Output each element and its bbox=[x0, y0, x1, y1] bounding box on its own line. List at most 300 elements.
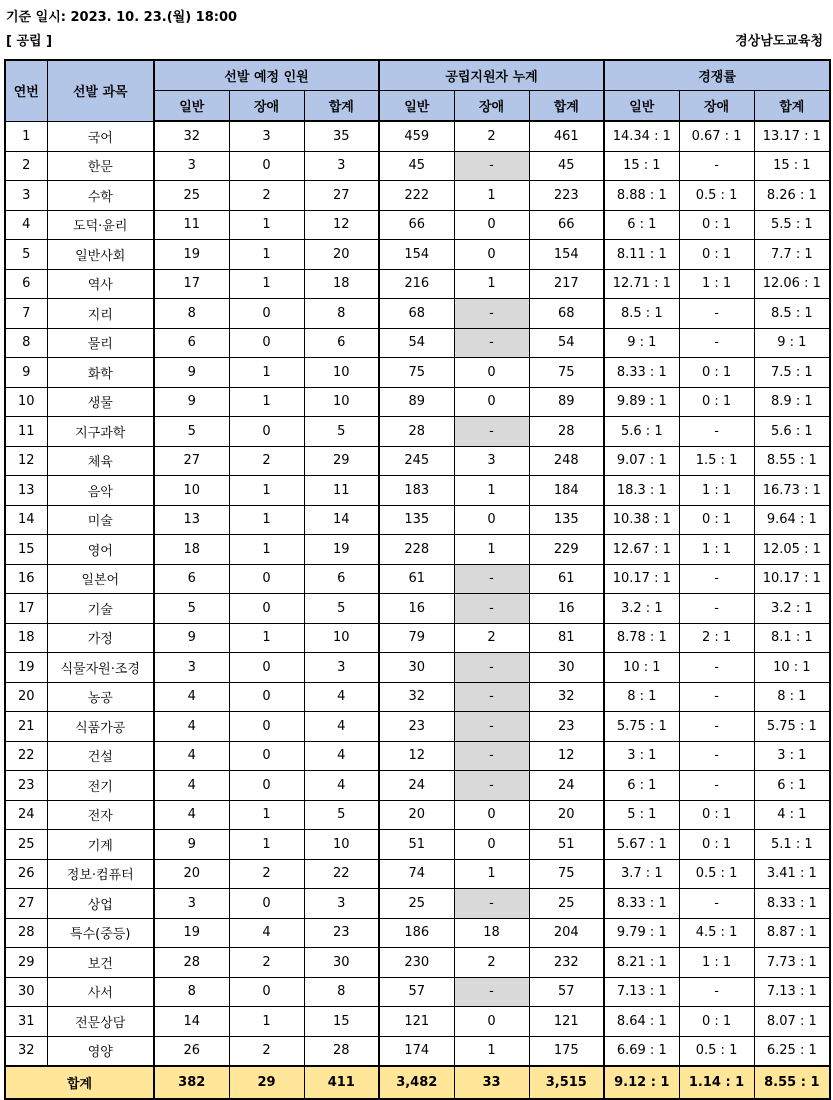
row-subject: 전문상담 bbox=[47, 1007, 154, 1037]
row-ratio-total: 8.55 : 1 bbox=[754, 446, 830, 476]
table-row bbox=[5, 151, 830, 181]
table-row bbox=[5, 830, 830, 860]
row-planned-total: 27 bbox=[304, 181, 379, 211]
row-ratio-disabled: 0.67 : 1 bbox=[679, 121, 754, 151]
row-applicants-general: 121 bbox=[379, 1007, 454, 1037]
row-planned-general: 28 bbox=[154, 948, 229, 978]
table-row bbox=[5, 623, 830, 653]
row-applicants-total: 89 bbox=[529, 387, 604, 417]
row-ratio-total: 15 : 1 bbox=[754, 151, 830, 181]
row-subject: 화학 bbox=[47, 358, 154, 388]
row-applicants-total: 61 bbox=[529, 564, 604, 594]
row-applicants-total: 81 bbox=[529, 623, 604, 653]
total-planned-total: 411 bbox=[304, 1066, 379, 1099]
row-applicants-disabled: - bbox=[454, 417, 529, 447]
row-subject: 상업 bbox=[47, 889, 154, 919]
reference-datetime: 기준 일시: 2023. 10. 23.(월) 18:00 bbox=[6, 10, 238, 25]
table-row bbox=[5, 358, 830, 388]
row-no: 23 bbox=[5, 771, 47, 801]
total-ratio-total: 8.55 : 1 bbox=[754, 1066, 830, 1099]
row-ratio-disabled: - bbox=[679, 594, 754, 624]
row-ratio-total: 13.17 : 1 bbox=[754, 121, 830, 151]
row-planned-total: 11 bbox=[304, 476, 379, 506]
row-ratio-total: 8.33 : 1 bbox=[754, 889, 830, 919]
row-planned-general: 9 bbox=[154, 358, 229, 388]
table-row bbox=[5, 977, 830, 1007]
row-ratio-total: 9 : 1 bbox=[754, 328, 830, 358]
row-applicants-general: 24 bbox=[379, 771, 454, 801]
row-applicants-total: 217 bbox=[529, 269, 604, 299]
row-ratio-disabled: - bbox=[679, 151, 754, 181]
row-applicants-disabled: - bbox=[454, 977, 529, 1007]
row-planned-disabled: 2 bbox=[229, 948, 304, 978]
row-applicants-disabled: 2 bbox=[454, 623, 529, 653]
row-subject: 국어 bbox=[47, 121, 154, 151]
row-ratio-general: 5.75 : 1 bbox=[604, 712, 679, 742]
row-planned-disabled: 1 bbox=[229, 830, 304, 860]
row-ratio-general: 9.07 : 1 bbox=[604, 446, 679, 476]
row-ratio-total: 8 : 1 bbox=[754, 682, 830, 712]
row-no: 29 bbox=[5, 948, 47, 978]
row-applicants-disabled: - bbox=[454, 594, 529, 624]
table-row bbox=[5, 918, 830, 948]
row-planned-total: 3 bbox=[304, 889, 379, 919]
table-row bbox=[5, 741, 830, 771]
row-ratio-disabled: - bbox=[679, 712, 754, 742]
row-applicants-total: 248 bbox=[529, 446, 604, 476]
row-applicants-disabled: 0 bbox=[454, 210, 529, 240]
table-row bbox=[5, 417, 830, 447]
row-ratio-total: 10 : 1 bbox=[754, 653, 830, 683]
row-applicants-general: 89 bbox=[379, 387, 454, 417]
row-subject: 미술 bbox=[47, 505, 154, 535]
row-ratio-total: 3.2 : 1 bbox=[754, 594, 830, 624]
row-planned-total: 5 bbox=[304, 417, 379, 447]
row-applicants-disabled: 0 bbox=[454, 505, 529, 535]
header-applicants-group: 공립지원자 누계 bbox=[379, 60, 604, 91]
row-applicants-total: 175 bbox=[529, 1036, 604, 1066]
row-applicants-total: 204 bbox=[529, 918, 604, 948]
row-ratio-total: 8.5 : 1 bbox=[754, 299, 830, 329]
school-type-label: [ 공립 ] bbox=[6, 34, 53, 49]
row-planned-general: 19 bbox=[154, 918, 229, 948]
row-applicants-total: 66 bbox=[529, 210, 604, 240]
row-planned-general: 17 bbox=[154, 269, 229, 299]
row-no: 32 bbox=[5, 1036, 47, 1066]
row-applicants-disabled: 0 bbox=[454, 387, 529, 417]
row-subject: 영양 bbox=[47, 1036, 154, 1066]
total-ratio-general: 9.12 : 1 bbox=[604, 1066, 679, 1099]
row-subject: 영어 bbox=[47, 535, 154, 565]
row-subject: 도덕·윤리 bbox=[47, 210, 154, 240]
row-planned-disabled: 1 bbox=[229, 269, 304, 299]
row-applicants-general: 79 bbox=[379, 623, 454, 653]
row-subject: 특수(중등) bbox=[47, 918, 154, 948]
row-planned-general: 25 bbox=[154, 181, 229, 211]
competition-rate-table bbox=[4, 59, 831, 1100]
row-no: 13 bbox=[5, 476, 47, 506]
row-subject: 수학 bbox=[47, 181, 154, 211]
row-planned-general: 5 bbox=[154, 417, 229, 447]
row-ratio-general: 6 : 1 bbox=[604, 210, 679, 240]
row-ratio-disabled: - bbox=[679, 653, 754, 683]
row-applicants-disabled: 3 bbox=[454, 446, 529, 476]
row-applicants-total: 75 bbox=[529, 859, 604, 889]
table-row bbox=[5, 653, 830, 683]
row-planned-general: 26 bbox=[154, 1036, 229, 1066]
row-ratio-total: 3.41 : 1 bbox=[754, 859, 830, 889]
row-ratio-total: 5.75 : 1 bbox=[754, 712, 830, 742]
row-ratio-general: 8.33 : 1 bbox=[604, 358, 679, 388]
row-planned-total: 15 bbox=[304, 1007, 379, 1037]
row-ratio-total: 7.5 : 1 bbox=[754, 358, 830, 388]
row-applicants-general: 228 bbox=[379, 535, 454, 565]
row-ratio-general: 8.88 : 1 bbox=[604, 181, 679, 211]
row-ratio-total: 7.7 : 1 bbox=[754, 240, 830, 270]
row-ratio-disabled: - bbox=[679, 977, 754, 1007]
row-applicants-disabled: 2 bbox=[454, 121, 529, 151]
row-ratio-general: 7.13 : 1 bbox=[604, 977, 679, 1007]
row-subject: 역사 bbox=[47, 269, 154, 299]
row-planned-general: 4 bbox=[154, 741, 229, 771]
row-no: 31 bbox=[5, 1007, 47, 1037]
row-applicants-total: 68 bbox=[529, 299, 604, 329]
table-row bbox=[5, 446, 830, 476]
row-ratio-disabled: 0 : 1 bbox=[679, 505, 754, 535]
row-subject: 생물 bbox=[47, 387, 154, 417]
row-ratio-general: 12.71 : 1 bbox=[604, 269, 679, 299]
header-ratio-total: 합계 bbox=[754, 91, 830, 122]
table-row bbox=[5, 299, 830, 329]
row-no: 19 bbox=[5, 653, 47, 683]
row-ratio-total: 8.9 : 1 bbox=[754, 387, 830, 417]
row-planned-general: 5 bbox=[154, 594, 229, 624]
row-applicants-disabled: - bbox=[454, 712, 529, 742]
row-applicants-general: 174 bbox=[379, 1036, 454, 1066]
row-applicants-disabled: - bbox=[454, 741, 529, 771]
row-ratio-disabled: 1 : 1 bbox=[679, 535, 754, 565]
row-applicants-total: 51 bbox=[529, 830, 604, 860]
row-applicants-disabled: 0 bbox=[454, 800, 529, 830]
table-row bbox=[5, 387, 830, 417]
row-subject: 전기 bbox=[47, 771, 154, 801]
row-planned-total: 18 bbox=[304, 269, 379, 299]
row-no: 10 bbox=[5, 387, 47, 417]
row-applicants-disabled: 1 bbox=[454, 535, 529, 565]
row-applicants-total: 45 bbox=[529, 151, 604, 181]
row-planned-disabled: 0 bbox=[229, 653, 304, 683]
row-no: 30 bbox=[5, 977, 47, 1007]
row-applicants-disabled: 18 bbox=[454, 918, 529, 948]
row-ratio-disabled: - bbox=[679, 564, 754, 594]
row-ratio-general: 8.33 : 1 bbox=[604, 889, 679, 919]
row-applicants-general: 216 bbox=[379, 269, 454, 299]
row-ratio-total: 10.17 : 1 bbox=[754, 564, 830, 594]
header-planned-total: 합계 bbox=[304, 91, 379, 122]
row-subject: 지리 bbox=[47, 299, 154, 329]
row-ratio-general: 3.2 : 1 bbox=[604, 594, 679, 624]
row-planned-disabled: 3 bbox=[229, 121, 304, 151]
row-planned-total: 20 bbox=[304, 240, 379, 270]
row-applicants-general: 20 bbox=[379, 800, 454, 830]
row-applicants-general: 75 bbox=[379, 358, 454, 388]
row-ratio-general: 5.6 : 1 bbox=[604, 417, 679, 447]
row-ratio-total: 8.87 : 1 bbox=[754, 918, 830, 948]
row-planned-general: 11 bbox=[154, 210, 229, 240]
row-ratio-general: 6.69 : 1 bbox=[604, 1036, 679, 1066]
row-planned-disabled: 1 bbox=[229, 623, 304, 653]
row-applicants-general: 61 bbox=[379, 564, 454, 594]
row-no: 21 bbox=[5, 712, 47, 742]
row-planned-total: 6 bbox=[304, 328, 379, 358]
row-planned-total: 5 bbox=[304, 800, 379, 830]
row-applicants-disabled: - bbox=[454, 151, 529, 181]
row-subject: 체육 bbox=[47, 446, 154, 476]
row-planned-general: 4 bbox=[154, 712, 229, 742]
row-ratio-general: 9 : 1 bbox=[604, 328, 679, 358]
row-ratio-disabled: 0 : 1 bbox=[679, 358, 754, 388]
row-ratio-disabled: - bbox=[679, 328, 754, 358]
row-planned-disabled: 1 bbox=[229, 535, 304, 565]
row-ratio-total: 6.25 : 1 bbox=[754, 1036, 830, 1066]
row-ratio-general: 10 : 1 bbox=[604, 653, 679, 683]
row-subject: 전자 bbox=[47, 800, 154, 830]
row-applicants-disabled: 1 bbox=[454, 181, 529, 211]
total-applicants-total: 3,515 bbox=[529, 1066, 604, 1099]
row-ratio-disabled: 0 : 1 bbox=[679, 800, 754, 830]
table-row bbox=[5, 682, 830, 712]
row-applicants-disabled: 0 bbox=[454, 1007, 529, 1037]
row-ratio-total: 7.13 : 1 bbox=[754, 977, 830, 1007]
row-no: 7 bbox=[5, 299, 47, 329]
organization-name: 경상남도교육청 bbox=[735, 34, 823, 49]
row-applicants-general: 68 bbox=[379, 299, 454, 329]
row-planned-total: 3 bbox=[304, 151, 379, 181]
row-planned-total: 14 bbox=[304, 505, 379, 535]
row-planned-general: 3 bbox=[154, 151, 229, 181]
row-ratio-disabled: 0.5 : 1 bbox=[679, 859, 754, 889]
row-planned-total: 6 bbox=[304, 564, 379, 594]
row-ratio-disabled: 1 : 1 bbox=[679, 269, 754, 299]
row-ratio-disabled: 0 : 1 bbox=[679, 240, 754, 270]
header-subject: 선발 과목 bbox=[47, 60, 154, 121]
row-ratio-total: 3 : 1 bbox=[754, 741, 830, 771]
row-applicants-disabled: - bbox=[454, 771, 529, 801]
row-applicants-general: 30 bbox=[379, 653, 454, 683]
row-applicants-disabled: - bbox=[454, 564, 529, 594]
row-applicants-general: 459 bbox=[379, 121, 454, 151]
row-no: 25 bbox=[5, 830, 47, 860]
header-applicants-general: 일반 bbox=[379, 91, 454, 122]
row-applicants-total: 28 bbox=[529, 417, 604, 447]
row-planned-total: 23 bbox=[304, 918, 379, 948]
row-ratio-disabled: 0 : 1 bbox=[679, 830, 754, 860]
row-planned-disabled: 2 bbox=[229, 181, 304, 211]
table-row bbox=[5, 505, 830, 535]
row-planned-disabled: 0 bbox=[229, 712, 304, 742]
row-planned-total: 4 bbox=[304, 682, 379, 712]
row-planned-total: 19 bbox=[304, 535, 379, 565]
row-planned-total: 30 bbox=[304, 948, 379, 978]
row-ratio-general: 8 : 1 bbox=[604, 682, 679, 712]
row-planned-general: 3 bbox=[154, 889, 229, 919]
row-ratio-general: 8.78 : 1 bbox=[604, 623, 679, 653]
row-applicants-total: 54 bbox=[529, 328, 604, 358]
row-planned-disabled: 1 bbox=[229, 476, 304, 506]
row-planned-disabled: 1 bbox=[229, 358, 304, 388]
row-planned-disabled: 0 bbox=[229, 771, 304, 801]
row-subject: 지구과학 bbox=[47, 417, 154, 447]
table-row bbox=[5, 889, 830, 919]
row-no: 6 bbox=[5, 269, 47, 299]
row-no: 18 bbox=[5, 623, 47, 653]
row-planned-disabled: 0 bbox=[229, 151, 304, 181]
row-ratio-total: 12.05 : 1 bbox=[754, 535, 830, 565]
row-no: 14 bbox=[5, 505, 47, 535]
header-ratio-group: 경쟁률 bbox=[604, 60, 830, 91]
row-applicants-general: 183 bbox=[379, 476, 454, 506]
row-planned-disabled: 1 bbox=[229, 210, 304, 240]
row-subject: 일반사회 bbox=[47, 240, 154, 270]
row-applicants-general: 16 bbox=[379, 594, 454, 624]
row-applicants-disabled: 0 bbox=[454, 358, 529, 388]
row-applicants-total: 23 bbox=[529, 712, 604, 742]
row-ratio-disabled: 0 : 1 bbox=[679, 1007, 754, 1037]
table-row bbox=[5, 240, 830, 270]
row-applicants-total: 32 bbox=[529, 682, 604, 712]
row-planned-disabled: 0 bbox=[229, 328, 304, 358]
row-planned-general: 4 bbox=[154, 771, 229, 801]
row-planned-general: 3 bbox=[154, 653, 229, 683]
row-applicants-total: 184 bbox=[529, 476, 604, 506]
row-no: 1 bbox=[5, 121, 47, 151]
row-subject: 정보·컴퓨터 bbox=[47, 859, 154, 889]
row-subject: 기계 bbox=[47, 830, 154, 860]
row-ratio-total: 8.1 : 1 bbox=[754, 623, 830, 653]
row-ratio-general: 18.3 : 1 bbox=[604, 476, 679, 506]
row-planned-total: 4 bbox=[304, 771, 379, 801]
row-planned-general: 13 bbox=[154, 505, 229, 535]
row-applicants-disabled: - bbox=[454, 682, 529, 712]
row-subject: 보건 bbox=[47, 948, 154, 978]
header-planned-general: 일반 bbox=[154, 91, 229, 122]
table-row bbox=[5, 328, 830, 358]
row-no: 28 bbox=[5, 918, 47, 948]
row-planned-disabled: 1 bbox=[229, 800, 304, 830]
row-ratio-total: 7.73 : 1 bbox=[754, 948, 830, 978]
row-subject: 사서 bbox=[47, 977, 154, 1007]
row-applicants-general: 66 bbox=[379, 210, 454, 240]
row-planned-total: 10 bbox=[304, 387, 379, 417]
total-planned-general: 382 bbox=[154, 1066, 229, 1099]
row-ratio-disabled: - bbox=[679, 682, 754, 712]
row-ratio-general: 5 : 1 bbox=[604, 800, 679, 830]
row-applicants-disabled: 1 bbox=[454, 859, 529, 889]
row-subject: 일본어 bbox=[47, 564, 154, 594]
row-planned-disabled: 1 bbox=[229, 387, 304, 417]
row-ratio-general: 8.5 : 1 bbox=[604, 299, 679, 329]
row-applicants-total: 57 bbox=[529, 977, 604, 1007]
row-planned-general: 9 bbox=[154, 830, 229, 860]
row-planned-total: 8 bbox=[304, 977, 379, 1007]
row-ratio-general: 8.64 : 1 bbox=[604, 1007, 679, 1037]
row-applicants-disabled: 1 bbox=[454, 476, 529, 506]
row-planned-total: 12 bbox=[304, 210, 379, 240]
row-planned-total: 28 bbox=[304, 1036, 379, 1066]
row-ratio-general: 10.17 : 1 bbox=[604, 564, 679, 594]
row-planned-disabled: 0 bbox=[229, 417, 304, 447]
row-planned-disabled: 0 bbox=[229, 564, 304, 594]
row-applicants-general: 57 bbox=[379, 977, 454, 1007]
row-applicants-total: 461 bbox=[529, 121, 604, 151]
row-subject: 농공 bbox=[47, 682, 154, 712]
row-planned-disabled: 0 bbox=[229, 741, 304, 771]
table-row bbox=[5, 535, 830, 565]
row-no: 5 bbox=[5, 240, 47, 270]
header-planned-disabled: 장애 bbox=[229, 91, 304, 122]
table-row bbox=[5, 771, 830, 801]
row-no: 17 bbox=[5, 594, 47, 624]
row-applicants-total: 20 bbox=[529, 800, 604, 830]
row-planned-total: 10 bbox=[304, 623, 379, 653]
row-ratio-disabled: 0.5 : 1 bbox=[679, 1036, 754, 1066]
row-planned-total: 35 bbox=[304, 121, 379, 151]
table-row bbox=[5, 269, 830, 299]
row-planned-disabled: 4 bbox=[229, 918, 304, 948]
row-applicants-total: 232 bbox=[529, 948, 604, 978]
row-planned-general: 20 bbox=[154, 859, 229, 889]
header-applicants-disabled: 장애 bbox=[454, 91, 529, 122]
row-planned-disabled: 0 bbox=[229, 682, 304, 712]
row-applicants-general: 54 bbox=[379, 328, 454, 358]
table-row bbox=[5, 712, 830, 742]
row-planned-general: 4 bbox=[154, 682, 229, 712]
row-planned-total: 29 bbox=[304, 446, 379, 476]
row-applicants-disabled: - bbox=[454, 889, 529, 919]
row-applicants-disabled: 0 bbox=[454, 830, 529, 860]
row-applicants-total: 12 bbox=[529, 741, 604, 771]
total-applicants-general: 3,482 bbox=[379, 1066, 454, 1099]
row-planned-general: 8 bbox=[154, 977, 229, 1007]
row-planned-disabled: 1 bbox=[229, 1007, 304, 1037]
table-row bbox=[5, 210, 830, 240]
table-row bbox=[5, 564, 830, 594]
row-applicants-general: 12 bbox=[379, 741, 454, 771]
row-applicants-disabled: 2 bbox=[454, 948, 529, 978]
row-applicants-total: 223 bbox=[529, 181, 604, 211]
row-ratio-general: 10.38 : 1 bbox=[604, 505, 679, 535]
row-no: 15 bbox=[5, 535, 47, 565]
row-ratio-general: 12.67 : 1 bbox=[604, 535, 679, 565]
row-applicants-disabled: - bbox=[454, 653, 529, 683]
row-applicants-general: 25 bbox=[379, 889, 454, 919]
row-no: 8 bbox=[5, 328, 47, 358]
row-ratio-disabled: 1.5 : 1 bbox=[679, 446, 754, 476]
row-planned-total: 10 bbox=[304, 358, 379, 388]
row-applicants-total: 25 bbox=[529, 889, 604, 919]
row-applicants-total: 229 bbox=[529, 535, 604, 565]
row-planned-total: 3 bbox=[304, 653, 379, 683]
row-ratio-general: 6 : 1 bbox=[604, 771, 679, 801]
row-no: 27 bbox=[5, 889, 47, 919]
row-ratio-disabled: 0.5 : 1 bbox=[679, 181, 754, 211]
row-ratio-disabled: - bbox=[679, 417, 754, 447]
row-ratio-general: 3 : 1 bbox=[604, 741, 679, 771]
row-applicants-general: 154 bbox=[379, 240, 454, 270]
row-applicants-total: 135 bbox=[529, 505, 604, 535]
row-applicants-disabled: 1 bbox=[454, 1036, 529, 1066]
row-applicants-general: 74 bbox=[379, 859, 454, 889]
